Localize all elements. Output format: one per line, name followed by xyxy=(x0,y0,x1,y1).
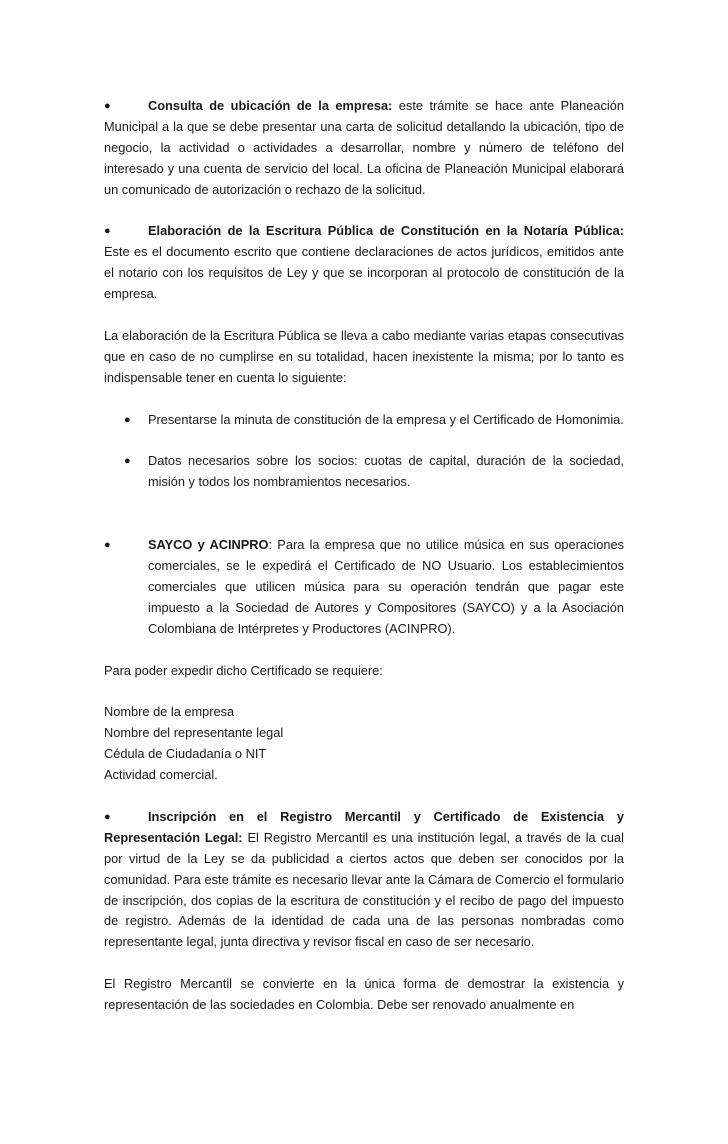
sub-list-item xyxy=(104,410,624,431)
sub-list-item xyxy=(104,451,624,493)
section-text: : Para la empresa que no utilice música en sus operaciones comerciales, se le expedirá el Certificado de NO Usuario. Los establecimientos comerciales que utilicen música para su operación tendrán que pagar este impuesto a la Sociedad de Autores y Compositores (SAYCO) y a la Asociación Colombiana de Intérpretes y Productores (ACINPRO). xyxy=(148,537,624,636)
requirement-item: Cédula de Ciudadanía o NIT xyxy=(104,746,267,762)
bullet-icon: ● xyxy=(104,225,111,238)
section-text: este trámite se hace ante Planeación Municipal a la que se debe presentar una carta de solicitud detallando la ubicación, tipo de negocio, la actividad o actividades a desarrollar, nombre y número de teléfono del interesado y una cuenta de servicio del local. La oficina de Planeación Municipal elaborará un comunicado de autorización o rechazo de la solicitud. xyxy=(104,98,624,197)
section-title: Consulta de ubicación de la empresa: xyxy=(148,98,393,113)
sub-list-item-text: Presentarse la minuta de constitución de la empresa y el Certificado de Homonimia. xyxy=(148,411,624,427)
requirement-item: Nombre del representante legal xyxy=(104,725,284,741)
requirement-item: Nombre de la empresa xyxy=(104,704,235,720)
paragraph-elaboracion: La elaboración de la Escritura Pública se lleva a cabo mediante varias etapas consecutivas que en caso de no cumplirse en su totalidad, hacen inexistente la misma; por lo tanto es indispensable tener en cuenta lo siguiente: xyxy=(104,327,624,385)
bullet-icon: ● xyxy=(124,455,131,468)
document-page xyxy=(104,96,624,1016)
section-title: Inscripción en el Registro Mercantil y Certificado de Existencia y Representación Legal: xyxy=(104,808,624,845)
section-title: Elaboración de la Escritura Pública de Constitución en la Notaría Pública: xyxy=(148,223,624,239)
sub-list-item-text: Datos necesarios sobre los socios: cuotas de capital, duración de la sociedad, misión y todos los nombramientos necesarios. xyxy=(148,453,624,490)
section-text: El Registro Mercantil es una institución legal, a través de la cual por virtud de la Ley se da publicidad a ciertos actos que deben ser conocidos por la comunidad. Para este trámite es necesario llevar ante la Cámara de Comercio el formulario de inscripción, dos copias de la escritura de constitución y el recibo de pago del impuesto de registro. Además de la identidad de cada una de las personas nombradas como representante legal, junta directiva y revisor fiscal en caso de ser necesario. xyxy=(104,829,625,950)
bullet-icon: ● xyxy=(104,539,111,552)
paragraph-registro-mercantil: El Registro Mercantil se convierte en la única forma de demostrar la existencia y representación de las sociedades en Colombia. Debe ser renovado anualmente en xyxy=(104,976,624,1013)
paragraph-requisitos: Para poder expedir dicho Certificado se requiere: xyxy=(104,662,383,678)
requirement-item: Actividad comercial. xyxy=(104,767,218,783)
bullet-icon: ● xyxy=(104,100,111,112)
bullet-icon: ● xyxy=(124,413,131,426)
section-consulta-ubicacion xyxy=(104,96,624,201)
section-title: SAYCO y ACINPRO xyxy=(148,537,269,553)
section-registro-mercantil xyxy=(104,807,624,953)
section-escritura-publica xyxy=(104,221,624,305)
section-text: Este es el documento escrito que contiene declaraciones de actos jurídicos, emitidos ante el notario con los requisitos de Ley y que se incorporan al protocolo de constitución de la empresa. xyxy=(104,244,624,302)
bullet-icon: ● xyxy=(104,810,111,823)
section-sayco-acinpro xyxy=(104,535,624,640)
